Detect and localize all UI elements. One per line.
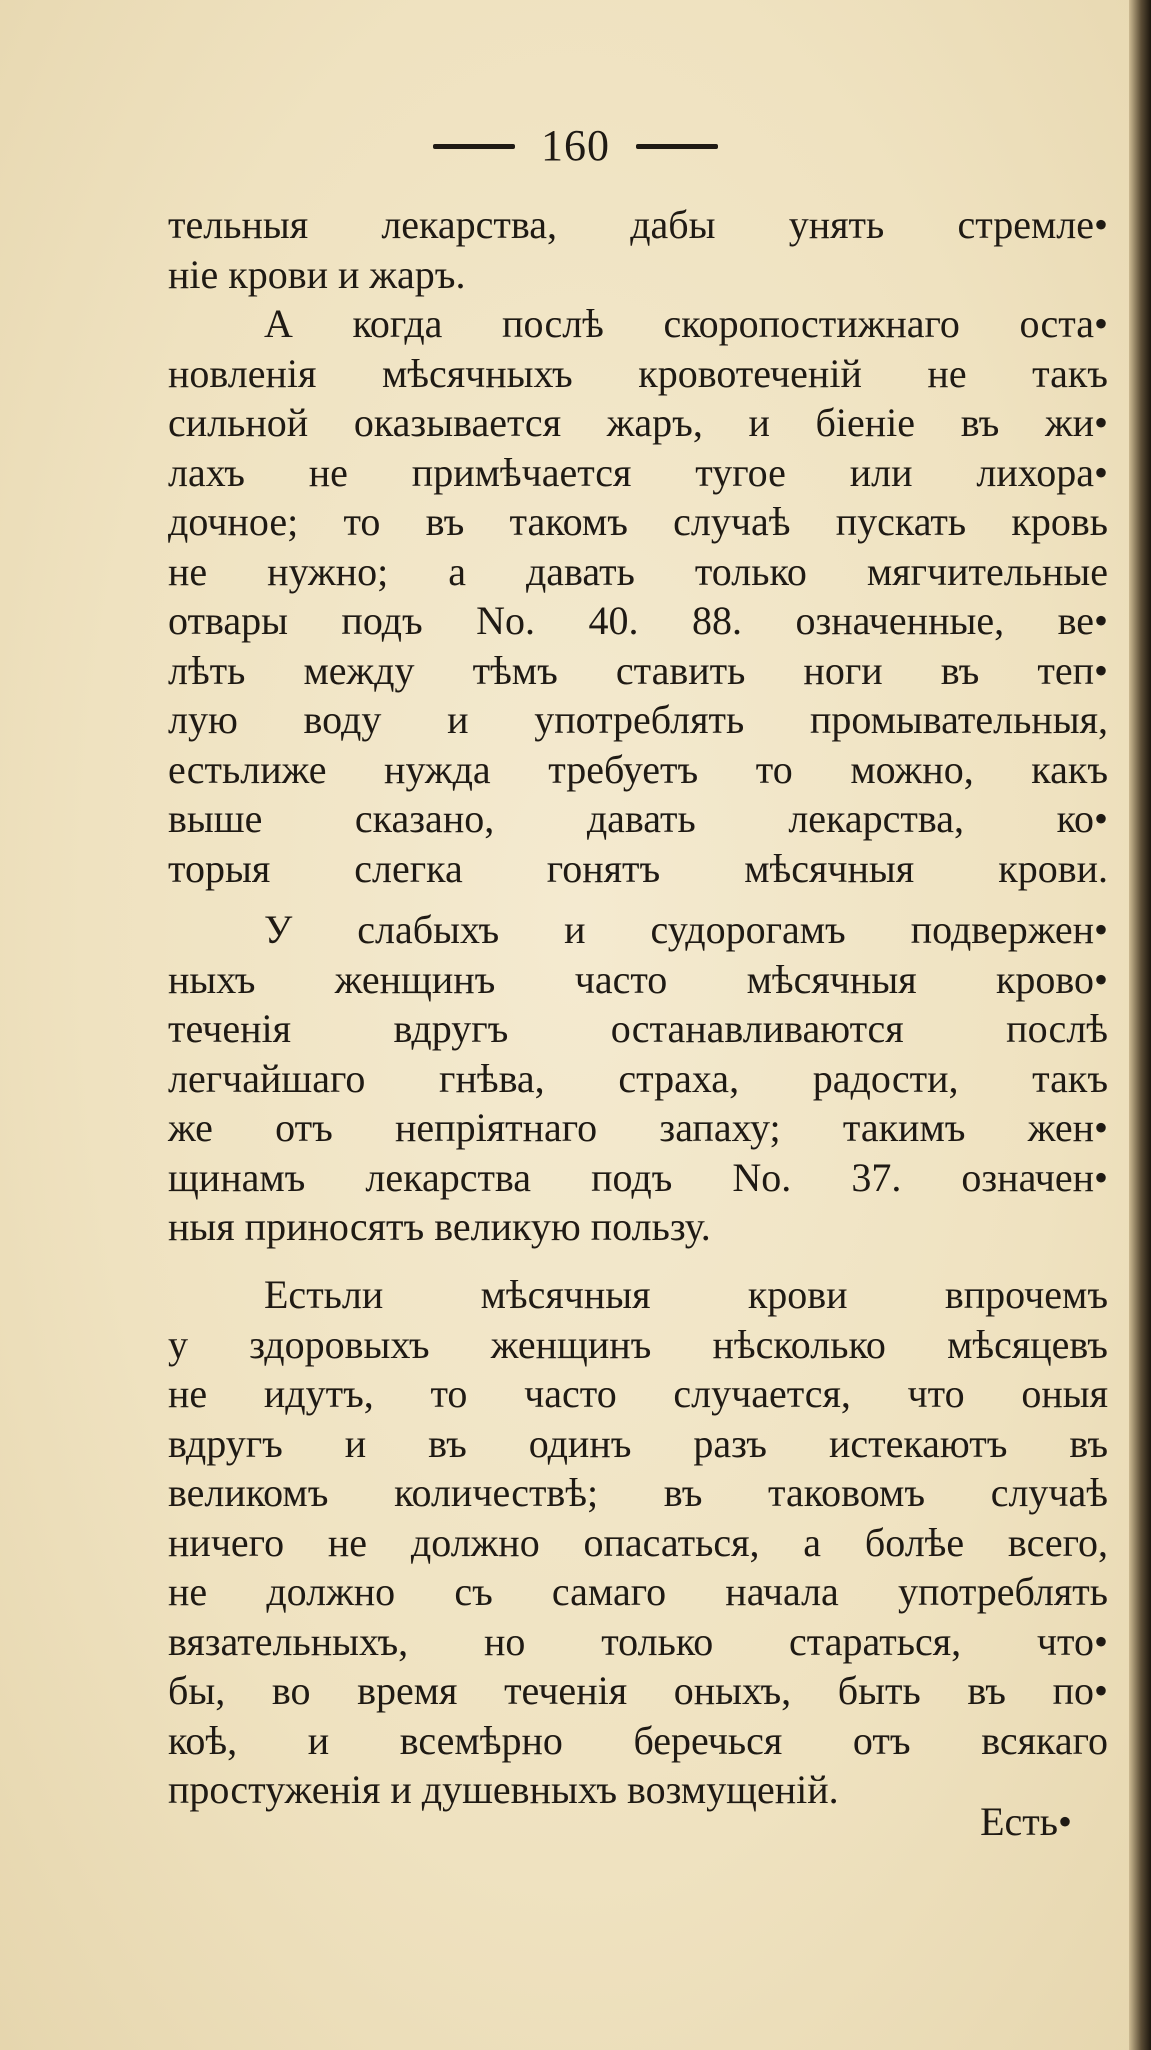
text-line: А когда послѣ скоропостижнаго оста• [264, 301, 1108, 346]
text-line: вдругъ и въ одинъ разъ истекаютъ въ [168, 1420, 1108, 1466]
text-line: лѣть между тѣмъ ставить ноги въ теп• [168, 647, 1108, 693]
text-line: ныя приносятъ великую пользу. [168, 1204, 711, 1249]
text-line: У слабыхъ и судорогамъ подвержен• [264, 907, 1108, 952]
text-line: торыя слегка гонятъ мѣсячныя крови. [168, 845, 1108, 891]
text-line: теченія вдругъ останавливаются послѣ [168, 1006, 1108, 1051]
paragraph-1 [168, 200, 1108, 299]
text-line: простуженія и душевныхъ возмущеній. [168, 1767, 839, 1812]
text-line: естьлиже нужда требуетъ то можно, какъ [168, 746, 1108, 792]
paragraph-3 [168, 905, 1108, 1252]
text-line: Естьли мѣсячныя крови впрочемъ [264, 1272, 1108, 1317]
header-rule-left [433, 144, 515, 149]
page-number: 160 [541, 121, 610, 170]
page-edge-shadow [1129, 0, 1151, 2050]
paragraph-2 [168, 299, 1108, 893]
text-line: ніе крови и жаръ. [168, 251, 466, 297]
text-line: не нужно; а давать только мягчительные [168, 548, 1108, 594]
text-line: ничего не должно опасаться, а болѣе всего, [168, 1519, 1108, 1565]
text-line: великомъ количествѣ; въ таковомъ случаѣ [168, 1470, 1108, 1515]
text-line: не должно съ самаго начала употреблять [168, 1569, 1108, 1614]
text-line: выше сказано, давать лекарства, ко• [168, 796, 1108, 841]
text-line: отвары подъ No. 40. 88. означенные, ве• [168, 598, 1108, 643]
text-line: у здоровыхъ женщинъ нѣсколько мѣсяцевъ [168, 1321, 1108, 1367]
header-rule-right [636, 144, 718, 149]
page-header [0, 118, 1151, 174]
paragraph-4 [168, 1270, 1108, 1815]
text-line: лую воду и употреблять промывательныя, [168, 697, 1108, 742]
text-line: вязательныхъ, но только стараться, что• [168, 1618, 1108, 1664]
text-line: щинамъ лекарства подъ No. 37. означен• [168, 1154, 1108, 1200]
text-line: ныхъ женщинъ часто мѣсячныя крово• [168, 956, 1108, 1002]
text-line: дочное; то въ такомъ случаѣ пускать кровь [168, 499, 1108, 544]
text-line: тельныя лекарства, дабы унять стремле• [168, 202, 1108, 247]
text-line: не идутъ, то часто случается, что оныя [168, 1371, 1108, 1416]
text-line: же отъ непріятнаго запаху; такимъ жен• [168, 1105, 1108, 1150]
text-line: сильной оказывается жаръ, и біеніе въ жи• [168, 400, 1108, 445]
catchword: Есть• [980, 1799, 1072, 1844]
text-line: новленія мѣсячныхъ кровотеченій не такъ [168, 350, 1108, 396]
text-line: лахъ не примѣчается тугое или лихора• [168, 449, 1108, 495]
text-line: легчайшаго гнѣва, страха, радости, такъ [168, 1055, 1108, 1101]
text-line: коѣ, и всемѣрно беречься отъ всякаго [168, 1717, 1108, 1763]
text-line: бы, во время теченія оныхъ, быть въ по• [168, 1668, 1108, 1713]
